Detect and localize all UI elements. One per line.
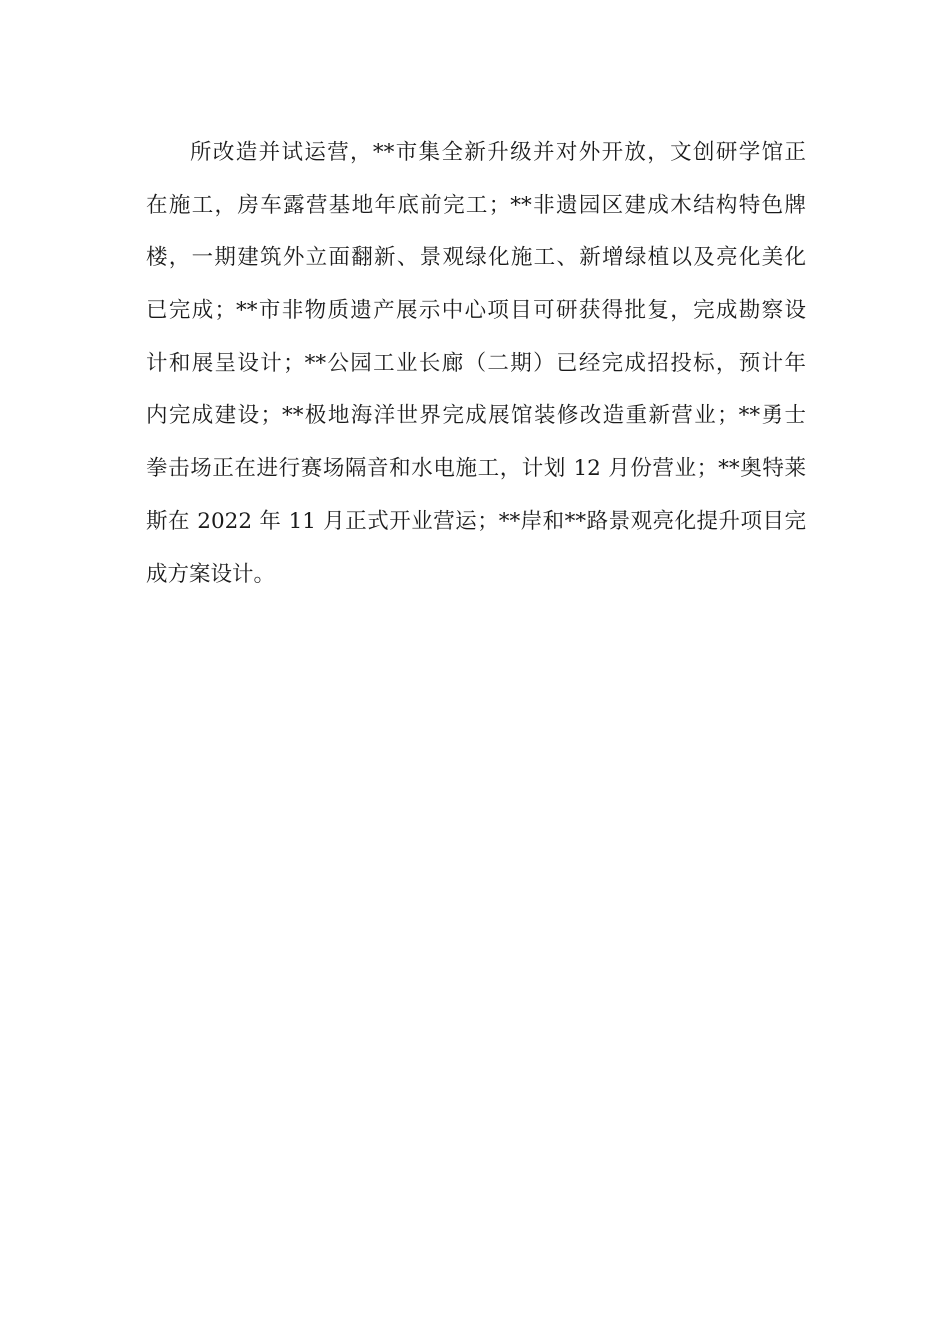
paragraph-line: 楼，一期建筑外立面翻新、景观绿化施工、新增绿植以及亮化美化 [146,245,806,271]
body-paragraph [146,131,806,605]
paragraph-line: 在施工，房车露营基地年底前完工；**非遗园区建成木结构特色牌 [146,192,806,218]
paragraph-line: 计和展呈设计；**公园工业长廊（二期）已经完成招投标，预计年 [146,350,806,376]
paragraph-line: 已完成；**市非物质遗产展示中心项目可研获得批复，完成勘察设 [146,298,806,324]
paragraph-line: 拳击场正在进行赛场隔音和水电施工，计划 12 月份营业；**奥特莱 [146,456,806,482]
paragraph-line: 斯在 2022 年 11 月正式开业营运；**岸和**路景观亮化提升项目完 [146,508,806,534]
paragraph-line: 所改造并试运营，**市集全新升级并对外开放，文创研学馆正 [190,140,806,165]
paragraph-line: 内完成建设；**极地海洋世界完成展馆装修改造重新营业；**勇士 [146,403,806,429]
paragraph-line: 成方案设计。 [146,561,276,587]
